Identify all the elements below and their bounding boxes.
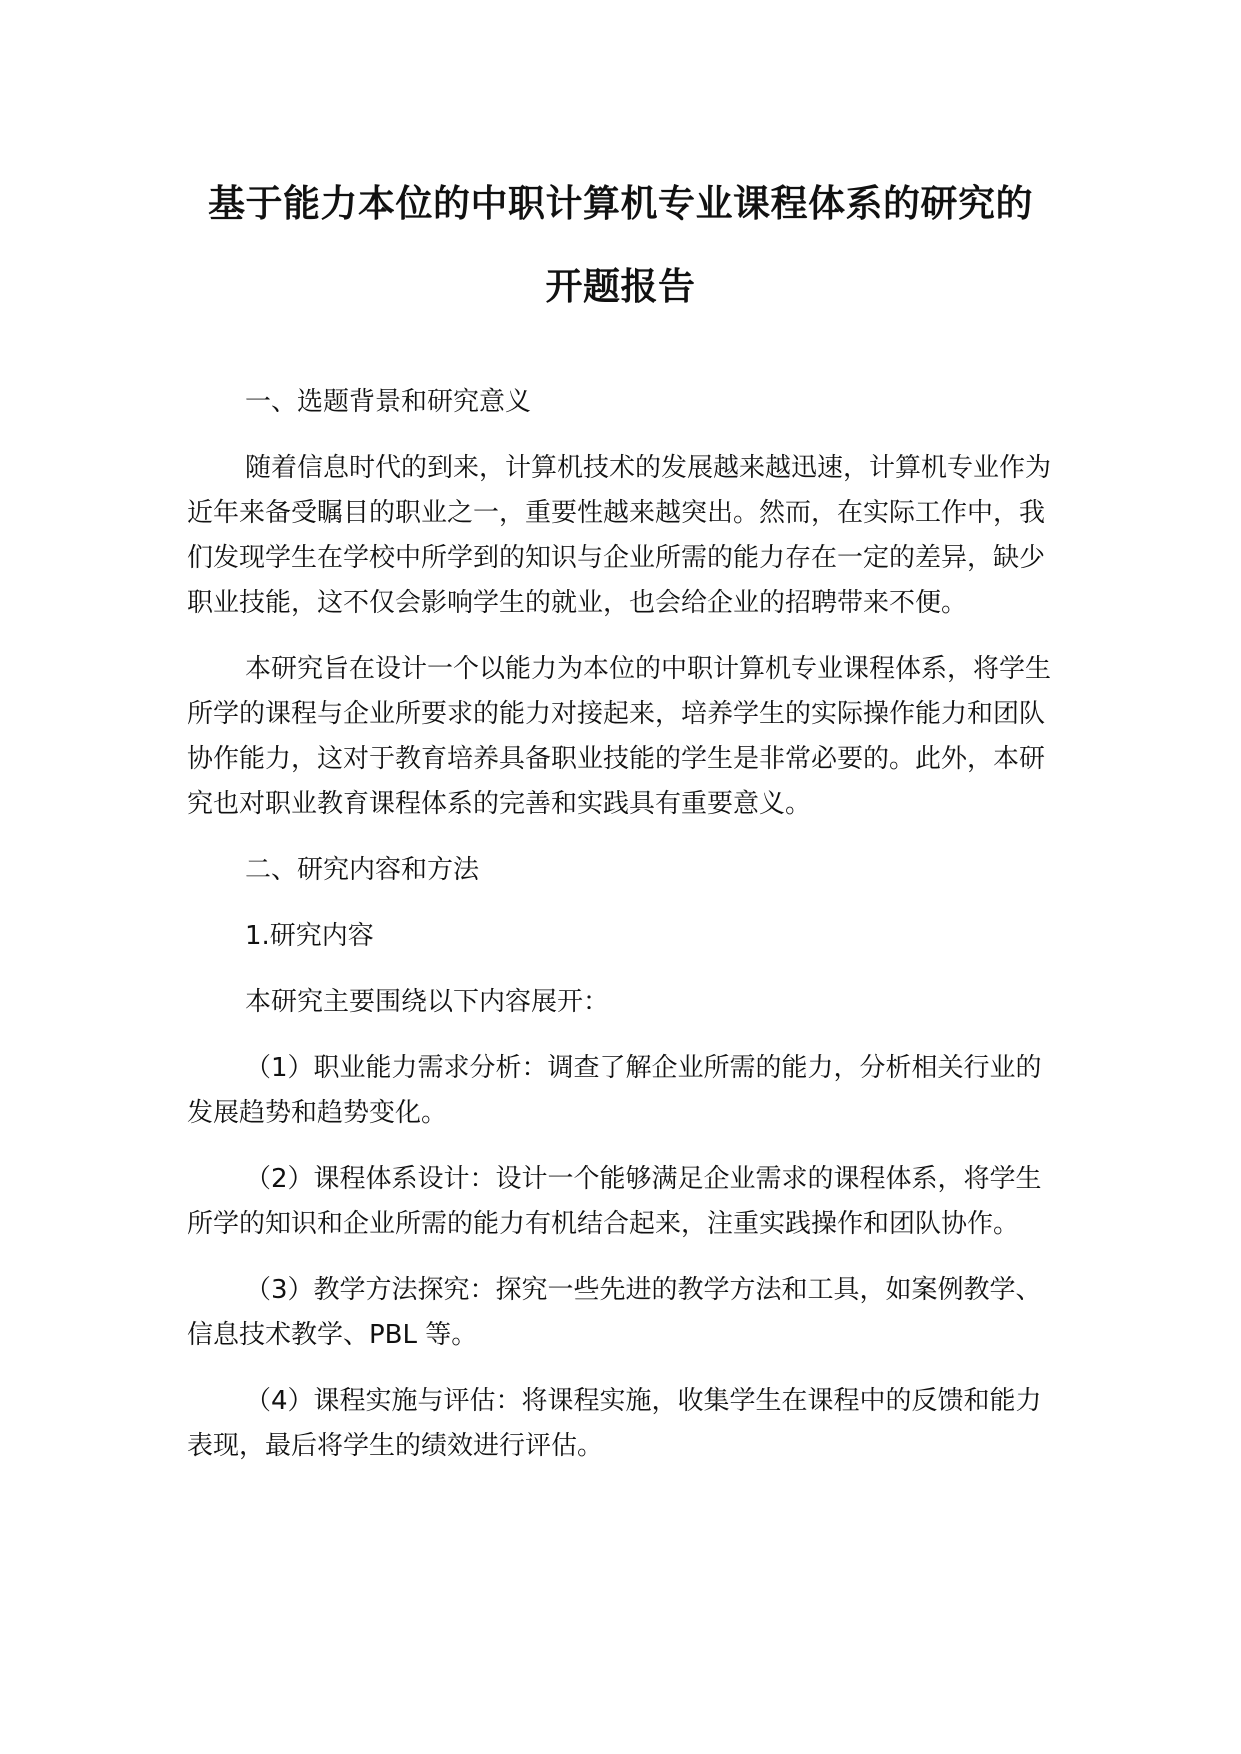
content-item-3: （3）教学方法探究：探究一些先进的教学方法和工具，如案例教学、信息技术教学、PBL 等。 xyxy=(187,1275,1042,1350)
document-title-line-1: 基于能力本位的中职计算机专业课程体系的研究的 xyxy=(208,182,1033,225)
document-title-line-2: 开题报告 xyxy=(545,265,696,308)
content-item-1: （1）职业能力需求分析：调查了解企业所需的能力，分析相关行业的发展趋势和趋势变化。 xyxy=(187,1053,1042,1128)
section-2-subheading-1: 1.研究内容 xyxy=(245,921,374,951)
section-2-intro: 本研究主要围绕以下内容展开： xyxy=(245,987,610,1017)
document-body xyxy=(187,380,1067,1490)
section-1-paragraph-2: 本研究旨在设计一个以能力为本位的中职计算机专业课程体系，将学生所学的课程与企业所要求的能力对接起来，培养学生的实际操作能力和团队协作能力，这对于教育培养具备职业技能的学生是非常必要的。此外，本研究也对职业教育课程体系的完善和实践具有重要意义。 xyxy=(187,654,1052,819)
section-1-heading: 一、选题背景和研究意义 xyxy=(245,387,532,417)
section-1-paragraph-1: 随着信息时代的到来，计算机技术的发展越来越迅速，计算机专业作为近年来备受瞩目的职业之一，重要性越来越突出。然而，在实际工作中，我们发现学生在学校中所学到的知识与企业所需的能力存在一定的差异，缺少职业技能，这不仅会影响学生的就业，也会给企业的招聘带来不便。 xyxy=(187,453,1052,618)
content-item-4: （4）课程实施与评估：将课程实施，收集学生在课程中的反馈和能力表现，最后将学生的绩效进行评估。 xyxy=(187,1386,1042,1461)
section-2-heading: 二、研究内容和方法 xyxy=(245,855,480,885)
content-item-2: （2）课程体系设计：设计一个能够满足企业需求的课程体系，将学生所学的知识和企业所需的能力有机结合起来，注重实践操作和团队协作。 xyxy=(187,1164,1042,1239)
